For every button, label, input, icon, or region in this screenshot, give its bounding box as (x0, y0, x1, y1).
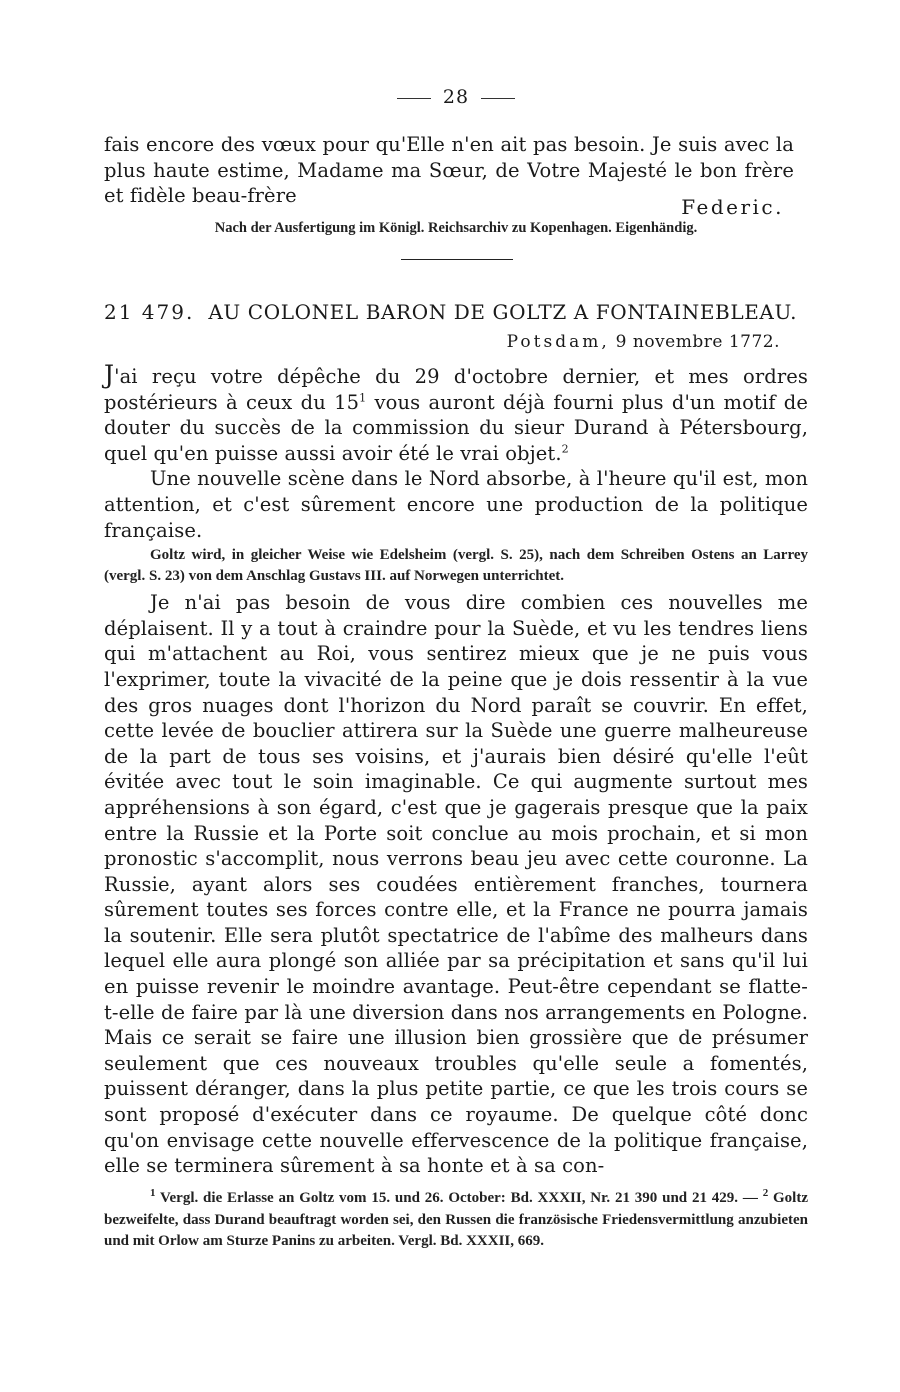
editor-note: Goltz wird, in gleicher Weise wie Edelsheim (vergl. S. 25), nach dem Schreiben Ostens an Larrey (vergl. S. 23) von dem Anschlag Gustavs III. auf Norwegen unterrichtet. (104, 547, 808, 585)
initial-letter: J (104, 360, 115, 389)
paragraph-1-part-b: vous auront déjà fourni plus d'un motif de douter du succès de la commission du sieur Durand à Pétersbourg, quel qu'en puisse aussi avoir été le vrai objet. (104, 390, 808, 465)
footnote-text (104, 1188, 808, 1253)
footnote-2: Goltz bezweifelte, dass Durand beauftragt worden sei, den Russen die französische Friedensvermittlung anzubieten und mit Orlow am Sturze Panins zu arbeiten. Vergl. Bd. XXXII, 669. (104, 1190, 808, 1249)
footnote-ref-2: 2 (561, 442, 569, 456)
footnote-mark-1: 1 (150, 1187, 156, 1199)
paragraph-2: Une nouvelle scène dans le Nord absorbe, à l'heure qu'il est, mon attention, et c'est sûrement encore une production de la politique française. (104, 467, 808, 542)
footnote-mark-2: 2 (762, 1187, 769, 1199)
letter-title: AU COLONEL BARON DE GOLTZ A FONTAINEBLEAU. (208, 300, 798, 324)
letter-heading (104, 300, 808, 324)
footnote-ref-1: 1 (359, 391, 367, 405)
paragraph-1 (104, 362, 808, 466)
page-number: 28 (442, 86, 470, 108)
letter-number: 21 479. (104, 300, 195, 324)
letter-body (104, 362, 808, 1179)
letter-date: 9 novembre 1772. (615, 332, 780, 352)
place-date-line (507, 332, 780, 352)
paragraph-3: Je n'ai pas besoin de vous dire combien ces nouvelles me déplaisent. Il y a tout à craindre pour la Suède, et vu les tendres liens qui m'attachent au Roi, vous sentirez mieux que je ne puis vous l'exprimer, toute la vivacité de la peine que je dois ressentir à la vue des gros nuages dont l'horizon du Nord paraît se couvrir. En effet, cette levée de bouclier attirera sur la Suède une guerre malheureuse de la part de tous ses voisins, et j'aurais bien désiré qu'elle l'eût évitée avec tout le soin imaginable. Ce qui augmente surtout mes appréhensions à son égard, c'est que je gagerais presque que la paix entre la Russie et la Porte soit conclue au mois prochain, et si mon pronostic s'accomplit, nous verrons beau jeu avec cette couronne. La Russie, ayant alors ses coudées entièrement franches, tournera sûrement toutes ses forces contre elle, et la France ne pourra jamais la soutenir. Elle sera plutôt spectatrice de l'abîme des malheurs dans lequel elle aura plongé son alliée par sa précipitation et sans qu'il lui en puisse revenir le moindre avantage. Peut-être cependant se flatte-t-elle de faire par là une diversion dans nos arrangements en Pologne. Mais ce serait se faire une illusion bien grossière que de présumer seulement que ces nouveaux troubles qu'elle seule a fomentés, puissent déranger, dans la plus petite partie, ce que les trois cours se sont proposé d'exécuter dans ce royaume. De quelque côté donc qu'on envisage cette nouvelle effervescence de la politique française, elle se terminera sûrement à sa honte et à sa con- (104, 591, 808, 1178)
footnotes (104, 1188, 808, 1253)
signature: Federic. (681, 195, 784, 219)
page-number-line (104, 86, 808, 108)
section-divider (401, 259, 513, 260)
footnote-1: Vergl. die Erlasse an Goltz vom 15. und 26. October: Bd. XXXII, Nr. 21 390 und 21 429. — (155, 1190, 763, 1206)
page-number-dash-left (397, 98, 431, 99)
opening-paragraph: fais encore des vœux pour qu'Elle n'en ait pas besoin. Je suis avec la plus haute estime, Madame ma Sœur, de Votre Majesté le bon frère et fidèle beau-frère (104, 133, 794, 208)
letter-place: Potsdam, (506, 332, 610, 352)
source-note: Nach der Ausfertigung im Königl. Reichsarchiv zu Kopenhagen. Eigenhändig. (214, 220, 698, 236)
paragraph-1-part-a: 'ai reçu votre dépêche du 29 d'octobre dernier, et mes ordres postérieurs à ceux du 15 (104, 365, 808, 414)
page-number-dash-right (481, 98, 515, 99)
